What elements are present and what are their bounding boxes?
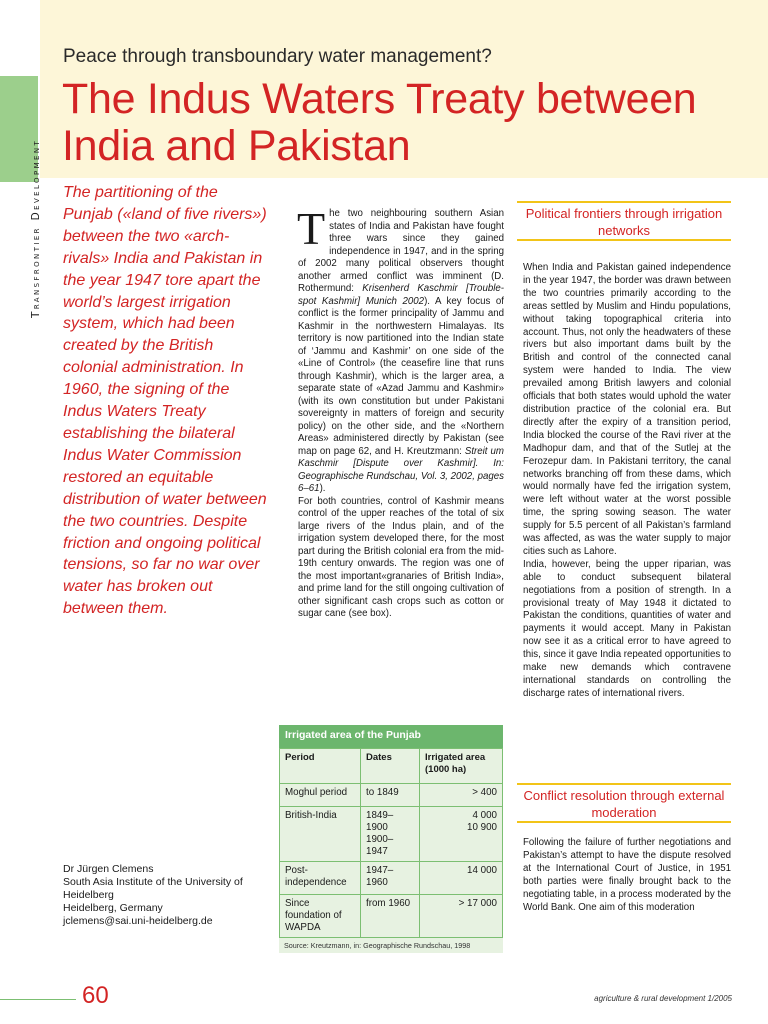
author-block [63,863,278,928]
table-cell: Since foundation of WAPDA [280,895,361,938]
journal-name: agriculture & rural development 1/2005 [594,994,732,1003]
table-cell: Post-independence [280,862,361,895]
table-cell: 1947–1960 [361,862,420,895]
table-cell [420,807,503,862]
table-row [280,784,503,807]
body-paragraph: India, however, being the upper riparian, was able to conduct subsequent bilateral negotiations from a position of strength. In a provisional treaty of May 1948 it dictated to Pakistan the conditions, quantities of water and payments it would accept. Many in Pakistan now see it as a critical error to have agreed to this, since it gave India repeated opportunities to make new demands which contravene international standards on controlling the discharge rates of international rivers. [523,558,731,699]
right-column-top [523,262,731,701]
table-header-row [280,749,503,784]
middle-column [297,203,504,621]
section-label-text: Transfrontier Development [30,138,42,318]
table-title: Irrigated area of the Punjab [279,725,503,748]
table-cell: Moghul period [280,784,361,807]
citation: Krisenherd Kaschmir [Trouble-spot Kashmir] Munich 2002 [298,283,504,307]
table-cell: > 400 [420,784,503,807]
table-cell: from 1960 [361,895,420,938]
table-cell-line: 10 900 [467,822,497,833]
column-header: Dates [361,749,420,784]
article-title: The Indus Waters Treaty between India and Pakistan [62,75,697,170]
section-heading: Conflict resolution through external moderation [517,783,731,823]
author-name: Dr Jürgen Clemens [63,863,154,875]
footer-rule [0,999,76,1000]
table-row [280,895,503,938]
column-header: Irrigated area (1000 ha) [420,749,503,784]
data-table [279,748,503,938]
table-cell-line: 1849–1900 [366,810,394,833]
table-cell: British-India [280,807,361,862]
drop-cap: T [297,203,326,254]
irrigation-table [279,725,503,953]
table-row [280,862,503,895]
author-email[interactable]: jclemens@sai.uni-heidelberg.de [63,915,213,927]
table-cell: 14 000 [420,862,503,895]
body-text: ). A key focus of conflict is the former principality of Jammu and Kashmir in the northwestern Himalayas. Its territory is now partitioned into the Indian state of ‘Jammu and Kashmir’ on one side of the «Line of Control» (the ceasefire line that runs through Kashmir), which is the larger area, a separate state of «Azad Jammu and Kashmir» (with its own constitution but under Pakistani sovereignty in matters of foreign and security policy) on the other side, and the «Northern Areas» administered directly by Pakistan (see map on page 62, and H. Kreutzmann: [298,295,504,457]
table-source: Source: Kreutzmann, in: Geographische Rundschau, 1998 [279,938,503,953]
column-header: Period [280,749,361,784]
page-number: 60 [82,982,109,1009]
section-heading: Political frontiers through irrigation networks [517,201,731,241]
table-cell-line: 1900–1947 [366,834,394,857]
author-location: Heidelberg, Germany [63,902,163,914]
table-cell-line: 4 000 [472,810,497,821]
table-cell: > 17 000 [420,895,503,938]
article-subtitle: Peace through transboundary water management? [63,46,492,67]
right-column-bottom [523,837,731,914]
table-cell [361,807,420,862]
body-text: ). [319,483,326,494]
body-paragraph: Following the failure of further negotiations and Pakistan’s attempt to have the dispute resolved at the International Court of Justice, in 1951 both parties were finally brought back to the negotiating table, in a process moderated by the World Bank. One aim of this moderation [523,837,731,913]
intro-paragraph: The partitioning of the Punjab («land of five rivers») between the two «arch-rivals» India and Pakistan in the year 1947 tore apart the world’s largest irrigation system, which had been created by the British colonial administration. In 1960, the signing of the Indus Waters Treaty establishing the bilateral Indus Water Commission restored an equitable distribution of water between the two countries. Despite friction and ongoing political tensions, so far no war over water has broken out between them. [63,184,267,618]
table-row [280,807,503,862]
author-affiliation: South Asia Institute of the University of Heidelberg [63,876,243,901]
body-paragraph: For both countries, control of Kashmir means control of the upper reaches of the total of six large rivers of the Indus plain, and of the irrigation system developed there, for the most part during the British colonial era from the mid-19th century onwards. The region was one of the most important«granaries of British India», and prime land for the still ongoing cultivation of other significant cash crops such as cotton or sugar cane (see box). [298,495,504,619]
body-text: he two neighbouring southern Asian states of India and Pakistan have fought three wars since they gained independence in 1947, and in the spring of 2002 many political observers thought another armed conflict was imminent (D. Rothermund: [298,208,504,294]
section-label [30,138,48,326]
body-paragraph: When India and Pakistan gained independence in the year 1947, the border was drawn between the two countries primarily according to the areas settled by Muslim and Hindu populations, without taking topographical criteria into account. Thus, not only the headwaters of these rivers but also important dams built by the British and control of the connected canal system were handed to India. The view prevailed among British lawyers and colonial officials that both states would uphold the water distribution practice of the colonial era. But directly after the expiry of a transition period, India blocked the course of the Ravi river at the Madhopur dam, and that of the Sutlej at the Ferozepur dam. In Pakistani territory, the canal networks branching off from these dams, which would normally have fed the irrigation system, were left without water at the worst possible time, the spring sowing season. The water supply for 5.5 percent of all Pakistan’s farmland was affected, as was the water supply to major cities such as Lahore. [523,262,731,557]
citation: Streit um Kaschmir [Dispute over Kashmir]. In: Geographische Rundschau, Vol. 3, 2002, pages 6–61 [298,445,504,494]
table-cell: to 1849 [361,784,420,807]
body-paragraph [297,203,504,496]
